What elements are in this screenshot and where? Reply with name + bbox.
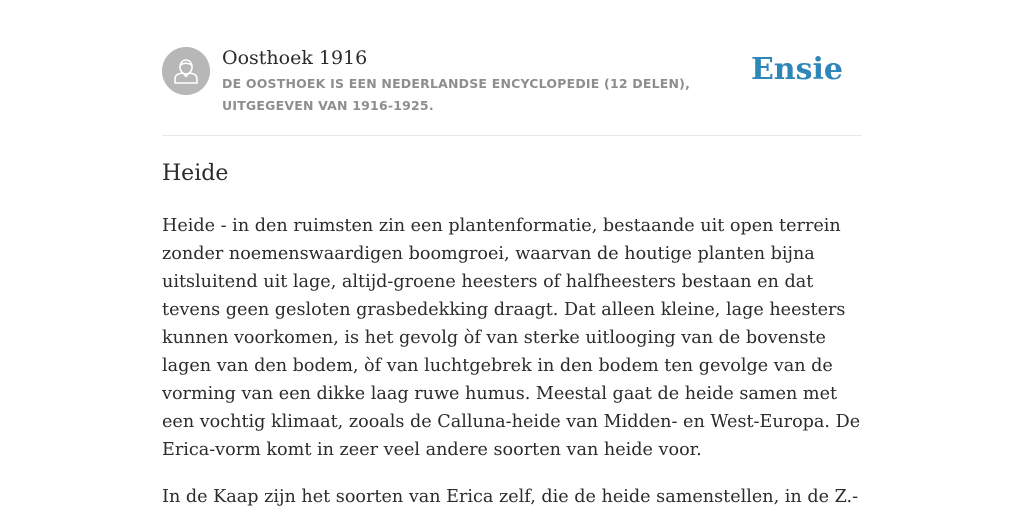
user-icon — [162, 47, 210, 95]
source-description: DE OOSTHOEK IS EEN NEDERLANDSE ENCYCLOPEDIE (12 DELEN), UITGEGEVEN VAN 1916-1925. — [222, 76, 691, 113]
avatar[interactable] — [162, 47, 210, 95]
header-divider — [162, 135, 862, 136]
source-title[interactable]: Oosthoek 1916 — [222, 47, 368, 69]
article-body — [162, 212, 862, 512]
article-paragraph: Heide - in den ruimsten zin een plantenformatie, bestaande uit open terrein zonder noemenswaardigen boomgroei, waarvan de houtige planten bijna uitsluitend uit lage, altijd-groene heesters of halfheesters bestaan en dat tevens geen gesloten grasbedekking draagt. Dat alleen kleine, lage heesters kunnen voorkomen, is het gevolg òf van sterke uitlooging van de bovenste lagen van den bodem, òf van luchtgebrek in den bodem ten gevolge van de vorming van een dikke laag ruwe humus. Meestal gaat de heide samen met een vochtig klimaat, zooals de Calluna-heide van Midden- en West-Europa. De Erica-vorm komt in zeer veel andere soorten van heide voor. — [162, 216, 861, 460]
article-paragraph: In de Kaap zijn het soorten van Erica zelf, die de heide samenstellen, in de Z.- — [162, 487, 859, 507]
ensie-logo[interactable]: Ensie — [750, 52, 843, 87]
article-headword: Heide — [162, 161, 229, 186]
source-header — [162, 46, 862, 136]
